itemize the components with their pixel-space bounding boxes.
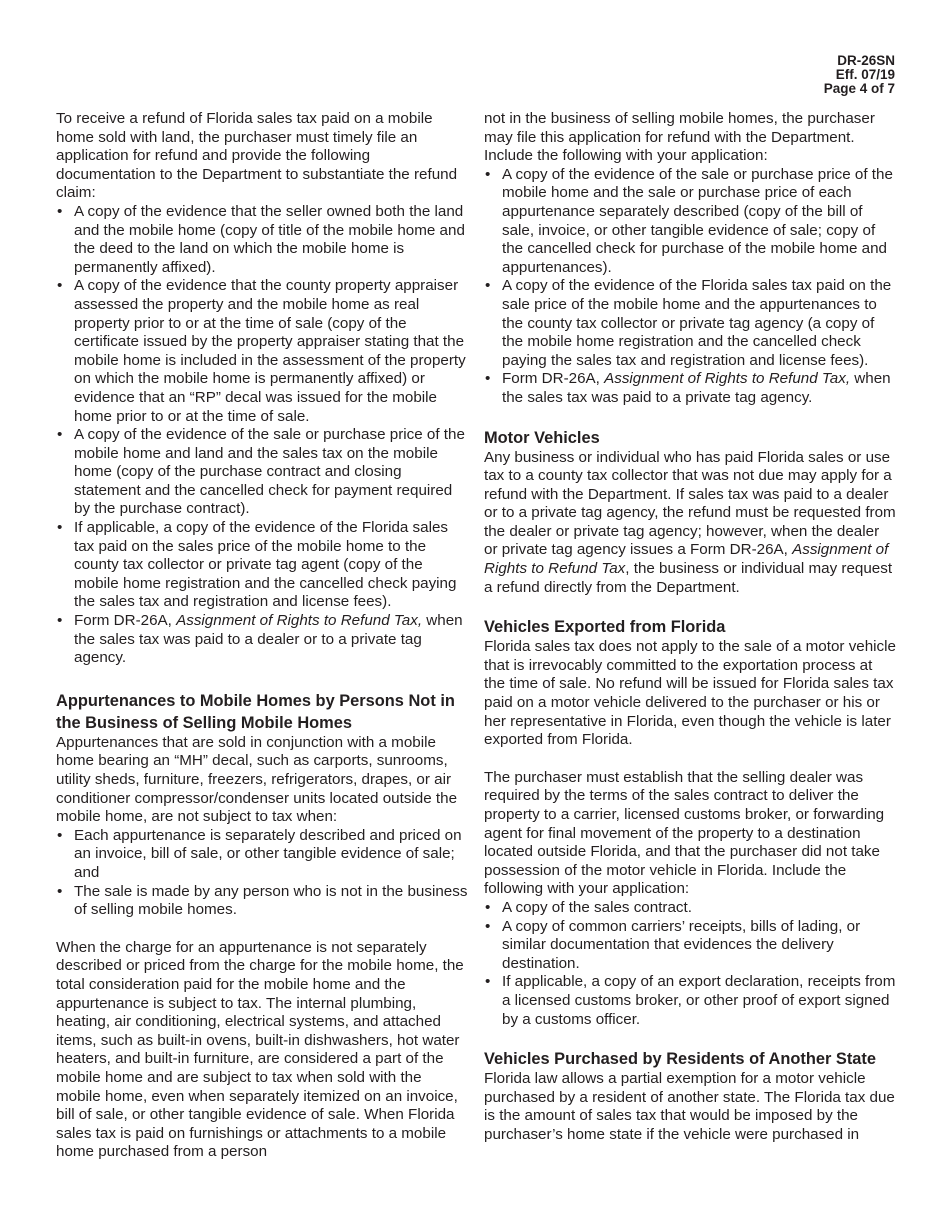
motor-vehicles-text: Any business or individual who has paid Florida sales or use tax to a county tax collector that was not due may apply for a refund with the Department. If sales tax was paid to a dealer or to a private tag agency, the refund must be requested from the dealer or private tag agency; however, when the dealer or private tag agency issues a Form DR-26A, Assignment of Rights to Refund Tax, the business or individual may request a refund directly from the Department. [484, 448, 896, 596]
appurtenances-list [56, 827, 468, 920]
list-item: • Form DR-26A, Assignment of Rights to Refund Tax, when the sales tax was paid to a private tag agency. [484, 370, 896, 407]
list-item: • A copy of the sales contract. [484, 899, 896, 918]
motor-vehicles-heading: Motor Vehicles [484, 428, 600, 447]
list-item: • A copy of the evidence of the Florida sales tax paid on the sale price of the mobile home and the appurtenances to the county tax collector or private tag agency (a copy of the mobile home registration and the cancelled check paying the sales tax and registration and license fees). [484, 277, 896, 370]
list-item: • A copy of common carriers’ receipts, bills of lading, or similar documentation that evidences the delivery destination. [484, 918, 896, 974]
form-title: Assignment of Rights to Refund Tax [484, 541, 889, 578]
mobile-home-land-intro: To receive a refund of Florida sales tax paid on a mobile home sold with land, the purchaser must timely file an application for refund and provide the following documentation to the Department to substantiate the refund claim: [56, 110, 458, 202]
appurtenances-heading: Appurtenances to Mobile Homes by Persons Not in the Business of Selling Mobile Homes [56, 691, 455, 732]
vehicles-exported-heading: Vehicles Exported from Florida [484, 618, 726, 637]
page-number: Page 4 of 7 [823, 81, 895, 96]
form-header [824, 54, 895, 96]
export-documents-list [484, 899, 896, 1029]
vehicles-exported-text: Florida sales tax does not apply to the sale of a motor vehicle that is irrevocably committed to the exportation process at the time of sale. No refund will be issued for Florida sales tax paid on a motor vehicle delivered to the purchaser or his or her representative in Florida, even though the vehicle is later exported from Florida. [484, 638, 896, 749]
mobile-home-land-list [56, 203, 468, 668]
list-item: • Each appurtenance is separately described and priced on an invoice, bill of sale, or other tangible evidence of sale; and [56, 827, 468, 883]
right-column [484, 110, 896, 1145]
purchaser-requirements-text: The purchaser must establish that the selling dealer was required by the terms of the sales contract to deliver the property to a carrier, licensed customs broker, or forwarding agent for final movement of the property to a destination located outside Florida, and that the purchaser did not take possession of the motor vehicle in Florida. Include the following with your application: [484, 768, 885, 898]
left-column [56, 110, 468, 1162]
list-item: • If applicable, a copy of an export declaration, receipts from a licensed customs broker, or other proof of export signed by a customs officer. [484, 973, 896, 1029]
list-item: • A copy of the evidence that the county property appraiser assessed the property and the mobile home as real property prior to or at the time of sale (copy of the certificate issued by the property appraiser stating that the mobile home is included in the assessment of the property on which the mobile home is permanently affixed) or evidence that an “RP” decal was issued for the mobile home prior to or at the time of sale. [56, 277, 468, 426]
residents-text: Florida law allows a partial exemption for a motor vehicle purchased by a resident of another state. The Florida tax due is the amount of sales tax that would be imposed by the purchaser’s home state if the vehicle were purchased in [484, 1070, 895, 1143]
form-id: DR-26SN [837, 53, 895, 68]
residents-heading: Vehicles Purchased by Residents of Another State [484, 1050, 876, 1069]
list-item: • Form DR-26A, Assignment of Rights to Refund Tax, when the sales tax was paid to a dealer or to a private tag agency. [56, 612, 468, 668]
form-title: Assignment of Rights to Refund Tax, [604, 370, 851, 388]
list-item: • A copy of the evidence of the sale or purchase price of the mobile home and the sale or purchase price of each appurtenance separately described (copy of the bill of sale, invoice, or other tangible evidence of sale; copy of the cancelled check for purchase of the mobile home and appurtenances). [484, 166, 896, 278]
appurtenance-refund-list [484, 166, 896, 408]
list-item: • If applicable, a copy of the evidence of the Florida sales tax paid on the sales price of the mobile home to the county tax collector or private tag agent (copy of the mobile home registration and the cancelled check paying the sales tax and registration and license fees). [56, 519, 468, 612]
list-item: • A copy of the evidence of the sale or purchase price of the mobile home and land and the sales tax on the mobile home (copy of the purchase contract and closing statement and the cancelled check for payment required by the purchase contract). [56, 426, 468, 519]
appurtenances-text: Appurtenances that are sold in conjunction with a mobile home bearing an “MH” decal, such as carports, sunrooms, utility sheds, furniture, freezers, refrigerators, drapes, or air conditioner compressor/condenser units located outside the mobile home, are not subject to tax when: [56, 733, 458, 826]
appurtenance-charge-paragraph: When the charge for an appurtenance is not separately described or priced from the charge for the mobile home, the total consideration paid for the mobile home and the appurtenance is subject to tax. The internal plumbing, heating, air conditioning, electrical systems, and attached items, such as built-in ovens, built-in dishwashers, hot water heaters, and built-in furniture, are considered a part of the mobile home and are subject to tax when sold with the mobile home, even when separately itemized on an invoice, bill of sale, or other tangible evidence of sale. When Florida sales tax is paid on furnishings or attachments to a mobile home purchased from a person [56, 938, 464, 1161]
effective-date: Eff. 07/19 [835, 67, 895, 82]
list-item: • The sale is made by any person who is not in the business of selling mobile homes. [56, 883, 468, 920]
form-title: Assignment of Rights to Refund Tax, [176, 612, 423, 630]
continuation-text: not in the business of selling mobile homes, the purchaser may file this application for refund with the Department. Include the following with your application: [484, 110, 875, 165]
list-item: • A copy of the evidence that the seller owned both the land and the mobile home (copy of title of the mobile home and the deed to the land on which the mobile home is permanently affixed). [56, 203, 468, 277]
